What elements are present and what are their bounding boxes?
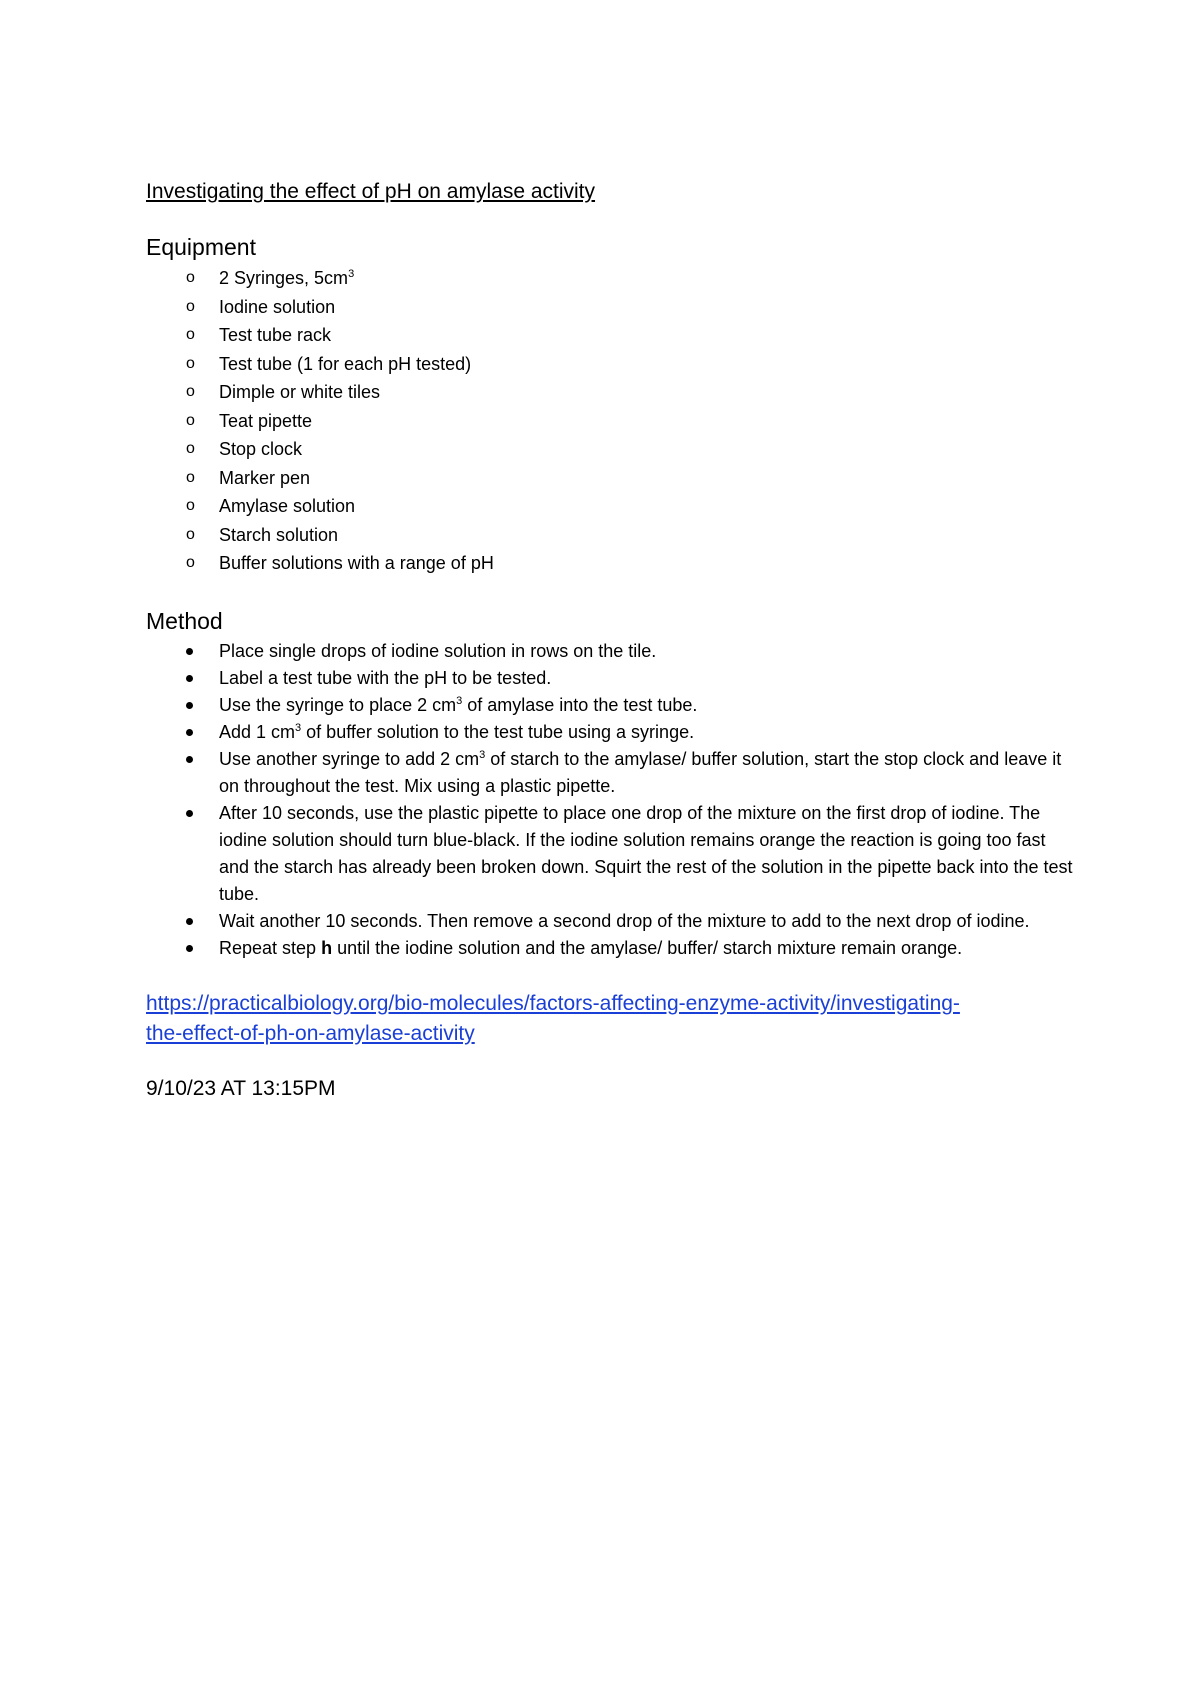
list-bullet: o	[186, 269, 195, 286]
bullet-dot-icon	[186, 918, 193, 925]
equipment-item	[146, 321, 1076, 350]
equipment-item	[146, 549, 1076, 578]
bullet-dot-icon	[186, 810, 193, 817]
superscript: 3	[479, 748, 486, 761]
method-step	[146, 638, 1076, 665]
method-step-text: Wait another 10 seconds. Then remove a second drop of the mixture to add to the next drop of iodine.	[219, 910, 1030, 931]
method-step-text: After 10 seconds, use the plastic pipette to place one drop of the mixture on the first drop of iodine. The iodine solution should turn blue-black. If the iodine solution remains orange the reaction is going too fast and the starch has already been broken down. Squirt the rest of the solution in the pipette back into the test tube.	[219, 802, 1073, 904]
equipment-item	[146, 435, 1076, 464]
equipment-heading: Equipment	[146, 234, 256, 260]
method-step	[146, 935, 1076, 962]
method-step	[146, 800, 1076, 908]
method-list	[146, 638, 1076, 962]
bullet-dot-icon	[186, 729, 193, 736]
list-bullet: o	[186, 297, 195, 315]
method-step-text: Use another syringe to add 2 cm	[219, 748, 480, 769]
equipment-list	[146, 264, 1076, 578]
equipment-item	[146, 521, 1076, 550]
list-bullet: o	[186, 497, 195, 514]
document-content	[146, 178, 1076, 1103]
method-step-text: of buffer solution to the test tube using a syringe.	[301, 721, 695, 742]
equipment-item	[146, 492, 1076, 521]
method-step	[146, 908, 1076, 935]
equipment-item-text: Marker pen	[219, 467, 311, 488]
method-step-text: until the iodine solution and the amylase/ buffer/ starch mixture remain orange.	[332, 937, 963, 958]
list-bullet: o	[186, 554, 195, 571]
list-bullet: o	[186, 440, 195, 457]
equipment-item-text: 2 Syringes, 5cm	[219, 268, 349, 288]
bullet-dot-icon	[186, 648, 193, 655]
equipment-item	[146, 264, 1076, 293]
list-bullet: o	[186, 468, 195, 486]
method-step	[146, 692, 1076, 719]
method-step-text: Repeat step	[219, 937, 322, 958]
method-step-text: Label a test tube with the pH to be tested.	[219, 667, 552, 688]
equipment-item-text: Dimple or white tiles	[219, 382, 381, 402]
source-link-line-1: https://practicalbiology.org/bio-molecules/factors-affecting-enzyme-activity/investigating-	[146, 991, 960, 1015]
method-step-text: Use the syringe to place 2 cm	[219, 694, 457, 715]
method-step	[146, 746, 1076, 800]
bullet-dot-icon	[186, 675, 193, 682]
method-step-text: of amylase into the test tube.	[462, 694, 698, 715]
source-link-line-2: the-effect-of-ph-on-amylase-activity	[146, 1021, 475, 1045]
equipment-item	[146, 464, 1076, 493]
equipment-item-text: Starch solution	[219, 524, 339, 545]
equipment-item-text: Teat pipette	[219, 410, 313, 431]
method-heading: Method	[146, 607, 223, 634]
method-step	[146, 719, 1076, 746]
bullet-dot-icon	[186, 702, 193, 709]
list-bullet: o	[186, 326, 195, 343]
list-bullet: o	[186, 411, 195, 429]
source-link-block	[146, 989, 1076, 1049]
equipment-item	[146, 378, 1076, 407]
method-step-text: of starch to the amylase/ buffer solution, start the stop clock and leave it on throughout the test. Mix using a plastic pipette.	[219, 748, 1062, 796]
equipment-item	[146, 407, 1076, 436]
source-link[interactable]	[146, 992, 960, 1045]
equipment-item-text: Stop clock	[219, 439, 303, 459]
method-step-text: Add 1 cm	[219, 721, 296, 742]
equipment-item-text: Iodine solution	[219, 296, 336, 317]
timestamp: 9/10/23 AT 13:15PM	[146, 1076, 336, 1100]
equipment-item-text: Buffer solutions with a range of pH	[219, 553, 494, 573]
list-bullet: o	[186, 354, 195, 372]
equipment-item-text: Test tube (1 for each pH tested)	[219, 353, 472, 374]
equipment-item-text: Test tube rack	[219, 325, 332, 345]
method-step-text: Place single drops of iodine solution in rows on the tile.	[219, 640, 657, 661]
bullet-dot-icon	[186, 756, 193, 763]
bullet-dot-icon	[186, 945, 193, 952]
superscript: 3	[348, 268, 355, 280]
document-title: Investigating the effect of pH on amylase activity	[146, 180, 596, 203]
superscript: 3	[295, 721, 302, 734]
method-step	[146, 665, 1076, 692]
step-reference: h	[321, 937, 333, 958]
equipment-item	[146, 350, 1076, 379]
equipment-item-text: Amylase solution	[219, 496, 356, 516]
list-bullet: o	[186, 383, 195, 400]
equipment-item	[146, 293, 1076, 322]
superscript: 3	[456, 694, 463, 707]
list-bullet: o	[186, 525, 195, 543]
